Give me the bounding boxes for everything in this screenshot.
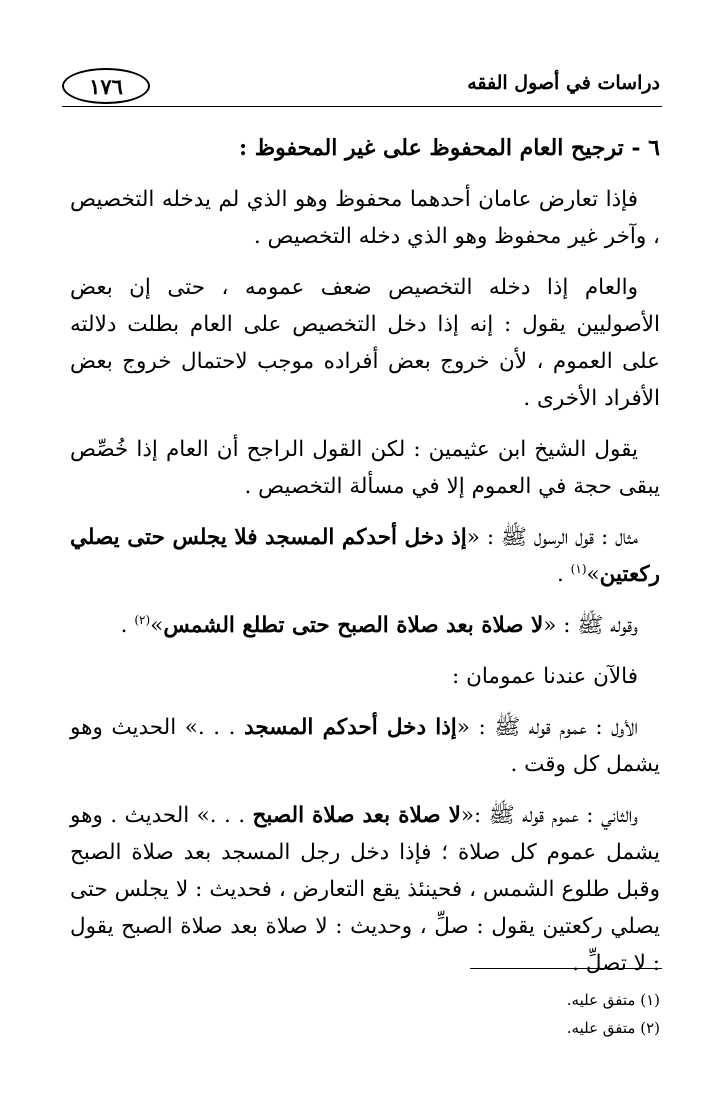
first-general-prefix: الأول : عموم قوله ﷺ : « xyxy=(456,715,639,740)
page-number: ١٧٦ xyxy=(62,68,150,104)
hadith-text-1: إذ دخل أحدكم المسجد فلا يجلس حتى يصلي ركعتين xyxy=(70,525,660,587)
paragraph-first-general xyxy=(70,709,660,783)
period-2: . xyxy=(120,613,135,638)
paragraph-2: والعام إذا دخله التخصيص ضعف عمومه ، حتى إن بعض الأصوليين يقول : إنه إذا دخل التخصيص على العام بطلت دلالته على العموم ، لأن خروج بعض أفراده موجب لاحتمال خروج بعض الأفراد الأخرى . xyxy=(70,275,660,411)
running-title: دراسات في أصول الفقه xyxy=(467,72,660,94)
example-prefix: مثال : قول الرسول ﷺ : « xyxy=(466,525,639,550)
paragraph-example xyxy=(70,519,660,593)
hadith-text-3: إذا دخل أحدكم المسجد xyxy=(244,715,457,740)
hadith-text-2: لا صلاة بعد صلاة الصبح حتى تطلع الشمس xyxy=(163,613,544,638)
paragraph-second-general xyxy=(70,797,660,982)
footnote-divider xyxy=(470,968,662,969)
footnote-2: (٢) متفق عليه. xyxy=(566,1019,660,1037)
section-heading: ٦ - ترجيح العام المحفوظ على غير المحفوظ : xyxy=(239,135,660,161)
hadith-text-4: لا صلاة بعد صلاة الصبح xyxy=(252,803,461,828)
footnote-1: (١) متفق عليه. xyxy=(566,991,660,1009)
first-general-suffix: . . .» الحديث وهو يشمل كل وقت . xyxy=(70,715,660,777)
quote-close-1: » xyxy=(586,562,600,587)
second-general-suffix: . . .» الحديث . وهو يشمل عموم كل صلاة ؛ فإذا دخل رجل المسجد بعد صلاة الصبح وقبل طلوع الشمس ، فحينئذ يقع التعارض ، فحديث : لا يجلس حتى يصلي ركعتين يقول : صلِّ ، وحديث : لا صلاة بعد صلاة الصبح يقول : لا تصلِّ . xyxy=(70,803,660,976)
footnote-ref-1[interactable]: (١) xyxy=(570,561,587,576)
period-1: . xyxy=(557,562,571,587)
footnotes xyxy=(420,986,660,1042)
paragraph-two-generals: فالآن عندنا عمومان : xyxy=(452,664,638,689)
paragraph-second-hadith xyxy=(70,607,660,644)
second-prefix: وقوله ﷺ : « xyxy=(543,613,638,638)
paragraph-1: فإذا تعارض عامان أحدهما محفوظ وهو الذي لم يدخله التخصيص ، وآخر غير محفوظ وهو الذي دخله التخصيص . xyxy=(70,187,660,249)
quote-close-2: » xyxy=(150,613,164,638)
paragraph-3: يقول الشيخ ابن عثيمين : لكن القول الراجح أن العام إذا خُصِّص يبقى حجة في العموم إلا في مسألة التخصيص . xyxy=(70,437,660,499)
main-text xyxy=(70,118,660,982)
page-header xyxy=(62,62,662,110)
second-general-prefix: والثاني : عموم قوله ﷺ :« xyxy=(460,803,638,828)
header-divider xyxy=(62,106,662,107)
footnote-ref-2[interactable]: (٢) xyxy=(134,612,151,627)
